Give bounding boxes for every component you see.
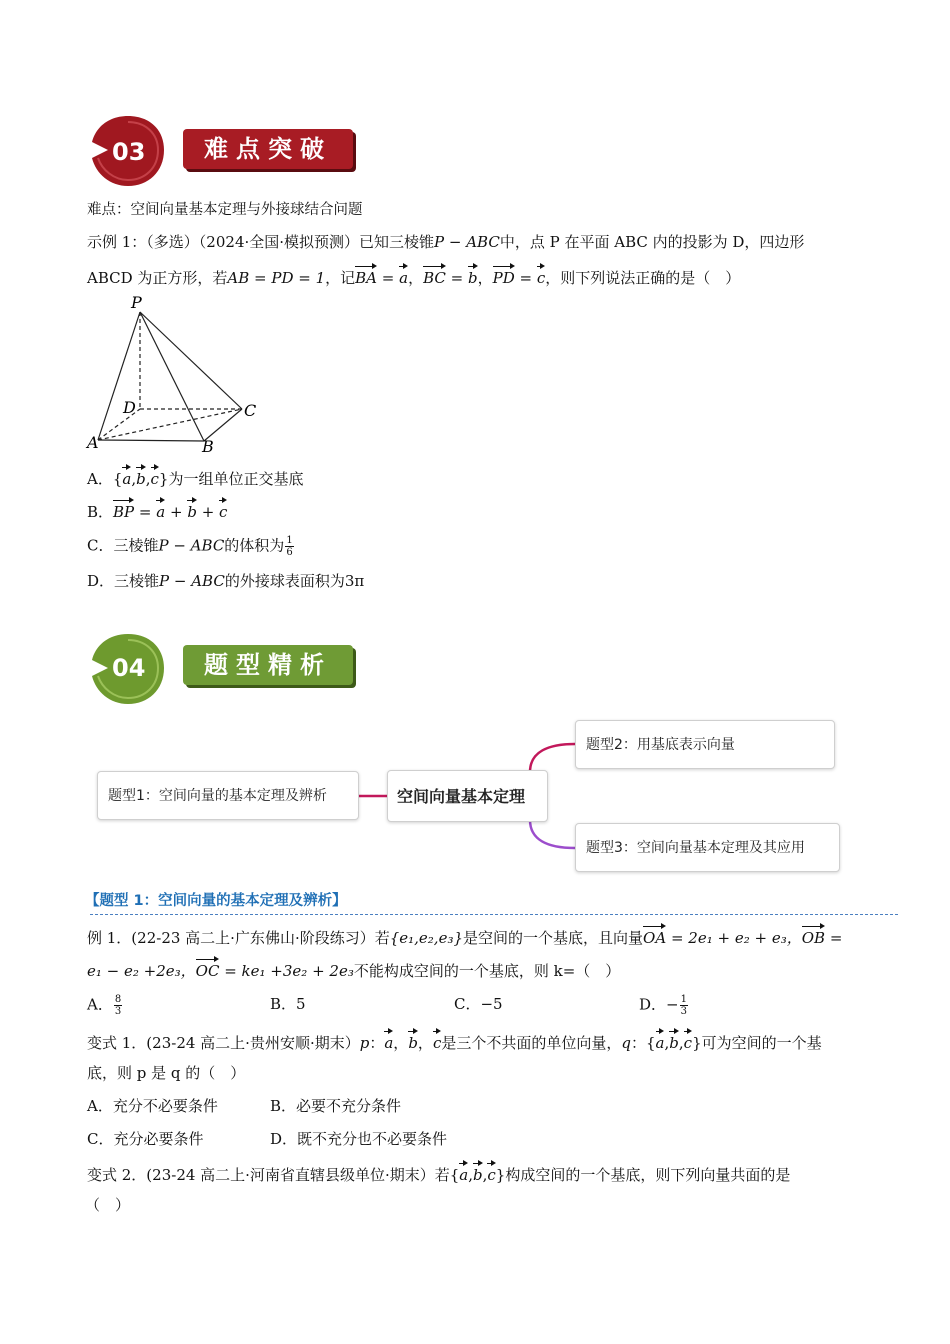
option-b: B．BP = a + b + c [87,499,227,522]
vertex-label-a: A [87,433,99,452]
variant-2-line-1: 变式 2．(23-24 高二上·河南省直辖县级单位·期末）若{a,b,c}构成空间的一个基底，则下列向量共面的是 [87,1162,790,1185]
type1-example-1-line-1: 例 1．(22-23 高二上·广东佛山·阶段练习）若{e₁,e₂,e₃}是空间的一个基底，且向量OA = 2e₁ + e₂ + e₃，OB = [87,925,842,948]
var1-option-d: D．既不充分也不必要条件 [270,1130,448,1148]
fraction-one-sixth: $\frac{1}{6}$ [286,535,293,558]
section-03-title: 难点突破 [204,135,332,163]
mindmap-right-top-node: 题型2：用基底表示向量 [575,720,835,769]
vertex-label-b: B [202,437,214,456]
type-1-heading: 【题型 1：空间向量的基本定理及辨析】 [85,893,347,909]
vertex-label-c: C [244,401,257,420]
vertex-label-d: D [123,398,136,417]
option-c: C．三棱锥P − ABC的体积为 $\frac{1}{6}$ [87,535,293,558]
variant-2-line-2: （ ） [85,1196,131,1214]
var1-option-b: B．必要不充分条件 [270,1097,402,1115]
mindmap-left-node: 题型1：空间向量的基本定理及辨析 [97,771,359,820]
section-03-number: 03 [112,138,146,166]
vertex-label-p: P [131,293,142,312]
ex1-option-a: A． $\frac{8}{3}$ [87,994,122,1017]
ex1-option-b: B．5 [270,995,306,1013]
option-d: D．三棱锥P − ABC的外接球表面积为3π [87,572,365,590]
difficulty-label: 难点：空间向量基本定理与外接球结合问题 [87,202,363,218]
mindmap-right-bottom-node: 题型3：空间向量基本定理及其应用 [575,823,840,872]
var1-option-c: C．充分必要条件 [87,1130,204,1148]
mindmap-center-node: 空间向量基本定理 [387,770,548,822]
variant-1-line-2: 底，则 p 是 q 的（ ） [87,1064,246,1082]
option-a: A．{a,b,c}为一组单位正交基底 [87,466,303,489]
ex1-option-d: D．− $\frac{1}{3}$ [639,994,687,1017]
section-04-number: 04 [112,654,146,682]
dashed-rule [90,914,898,915]
type1-example-1-line-2: e₁ − e₂ +2e₃，OC = ke₁ +3e₂ + 2e₃不能构成空间的一个基底，则 k=（ ） [87,958,620,981]
example-1-line-1: 示例 1：（多选）（2024·全国·模拟预测）已知三棱锥P − ABC中，点 P 在平面 ABC 内的投影为 D，四边形 [87,233,805,251]
ex1-option-c: C．−5 [454,995,503,1013]
section-04-title: 题型精析 [204,651,332,679]
var1-option-a: A．充分不必要条件 [87,1097,218,1115]
example-1-line-2: ABCD 为正方形，若AB = PD = 1，记BA = a，BC = b，PD = c，则下列说法正确的是（ ） [87,265,740,288]
variant-1-line-1: 变式 1．(23-24 高二上·贵州安顺·期末）p：a，b，c是三个不共面的单位向量，q：{a,b,c}可为空间的一个基 [87,1030,822,1053]
